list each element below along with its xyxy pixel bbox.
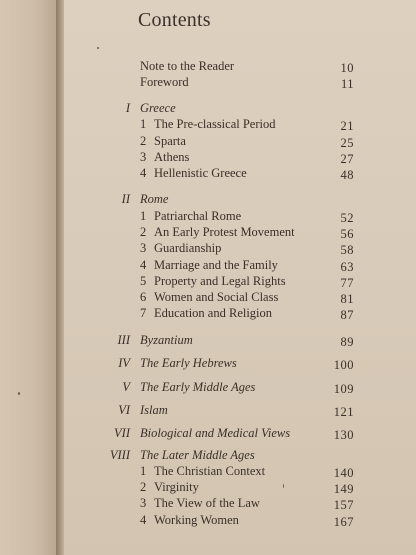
part-page: 130	[333, 428, 354, 442]
chapter-page: 157	[333, 498, 354, 512]
chapter-page: 167	[333, 515, 354, 529]
chapter-title: Virginity	[154, 480, 199, 494]
part-numeral: I	[125, 101, 130, 115]
part-title: The Later Middle Ages	[140, 448, 255, 462]
page-title: Contents	[138, 9, 211, 31]
chapter-title: Patriarchal Rome	[154, 209, 242, 223]
chapter-number: 3	[140, 496, 147, 510]
chapter-entry	[140, 512, 239, 528]
part-numeral: VII	[114, 426, 130, 440]
chapter-number: 1	[140, 117, 147, 131]
chapter-page: 48	[340, 168, 354, 182]
paper-speck	[283, 484, 284, 488]
chapter-title: The Christian Context	[154, 464, 266, 478]
chapter-number: 4	[140, 166, 147, 180]
chapter-title: Athens	[154, 150, 190, 164]
part-title: Biological and Medical Views	[140, 426, 291, 440]
chapter-entry	[140, 149, 189, 165]
chapter-page: 87	[340, 308, 354, 322]
part-title: Rome	[140, 192, 169, 206]
chapter-number: 2	[140, 225, 147, 239]
chapter-number: 2	[140, 134, 147, 148]
chapter-number: 1	[140, 209, 147, 223]
chapter-page: 52	[340, 211, 354, 225]
chapter-number: 1	[140, 464, 147, 478]
part-title: The Early Hebrews	[140, 356, 237, 370]
chapter-page: 25	[340, 136, 354, 150]
front-entry-foreword: Foreword	[140, 75, 189, 89]
part-page: 89	[340, 335, 354, 349]
chapter-entry	[140, 305, 272, 321]
paper-speck	[18, 392, 20, 395]
chapter-entry	[140, 224, 295, 240]
part-page: 100	[333, 358, 354, 372]
chapter-entry	[140, 116, 275, 132]
chapter-page: 27	[340, 152, 354, 166]
part-title: Greece	[140, 101, 176, 115]
part-numeral: VI	[118, 403, 130, 417]
chapter-number: 3	[140, 150, 147, 164]
front-page-foreword: 11	[340, 77, 354, 91]
part-page: 109	[333, 382, 354, 396]
chapter-entry	[140, 273, 286, 289]
chapter-entry	[140, 208, 241, 224]
chapter-title: Marriage and the Family	[154, 258, 278, 272]
chapter-title: An Early Protest Movement	[154, 225, 295, 239]
chapter-entry	[140, 257, 278, 273]
chapter-number: 7	[140, 306, 147, 320]
chapter-title: Women and Social Class	[154, 290, 279, 304]
chapter-title: The Pre-classical Period	[154, 117, 276, 131]
chapter-title: Working Women	[154, 513, 239, 527]
part-numeral: V	[122, 380, 130, 394]
chapter-entry	[140, 463, 265, 479]
part-numeral: II	[121, 192, 130, 206]
part-title: The Early Middle Ages	[140, 380, 256, 394]
front-entry-note: Note to the Reader	[140, 59, 235, 73]
chapter-page: 81	[340, 292, 354, 306]
chapter-number: 6	[140, 290, 147, 304]
chapter-page: 63	[340, 260, 354, 274]
part-numeral: IV	[118, 356, 130, 370]
chapter-entry	[140, 133, 186, 149]
chapter-page: 56	[340, 227, 354, 241]
chapter-page: 77	[340, 276, 354, 290]
chapter-number: 2	[140, 480, 147, 494]
part-numeral: VIII	[109, 448, 130, 462]
chapter-number: 4	[140, 513, 147, 527]
part-title: Islam	[140, 403, 168, 417]
chapter-entry	[140, 495, 260, 511]
chapter-entry	[140, 165, 247, 181]
chapter-entry	[140, 479, 199, 495]
paper-speck	[97, 47, 99, 49]
chapter-page: 140	[333, 466, 354, 480]
front-page-note: 10	[340, 61, 354, 75]
part-numeral: III	[117, 333, 130, 347]
chapter-number: 5	[140, 274, 147, 288]
part-page: 121	[333, 405, 354, 419]
part-title: Byzantium	[140, 333, 193, 347]
chapter-number: 3	[140, 241, 147, 255]
chapter-title: Guardianship	[154, 241, 222, 255]
chapter-title: Property and Legal Rights	[154, 274, 286, 288]
left-facing-page	[0, 0, 58, 555]
chapter-number: 4	[140, 258, 147, 272]
chapter-entry	[140, 289, 278, 305]
chapter-page: 58	[340, 243, 354, 257]
chapter-title: Education and Religion	[154, 306, 273, 320]
chapter-title: Hellenistic Greece	[154, 166, 247, 180]
chapter-page: 149	[333, 482, 354, 496]
chapter-title: The View of the Law	[154, 496, 260, 510]
chapter-title: Sparta	[154, 134, 186, 148]
chapter-entry	[140, 240, 221, 256]
chapter-page: 21	[340, 119, 354, 133]
